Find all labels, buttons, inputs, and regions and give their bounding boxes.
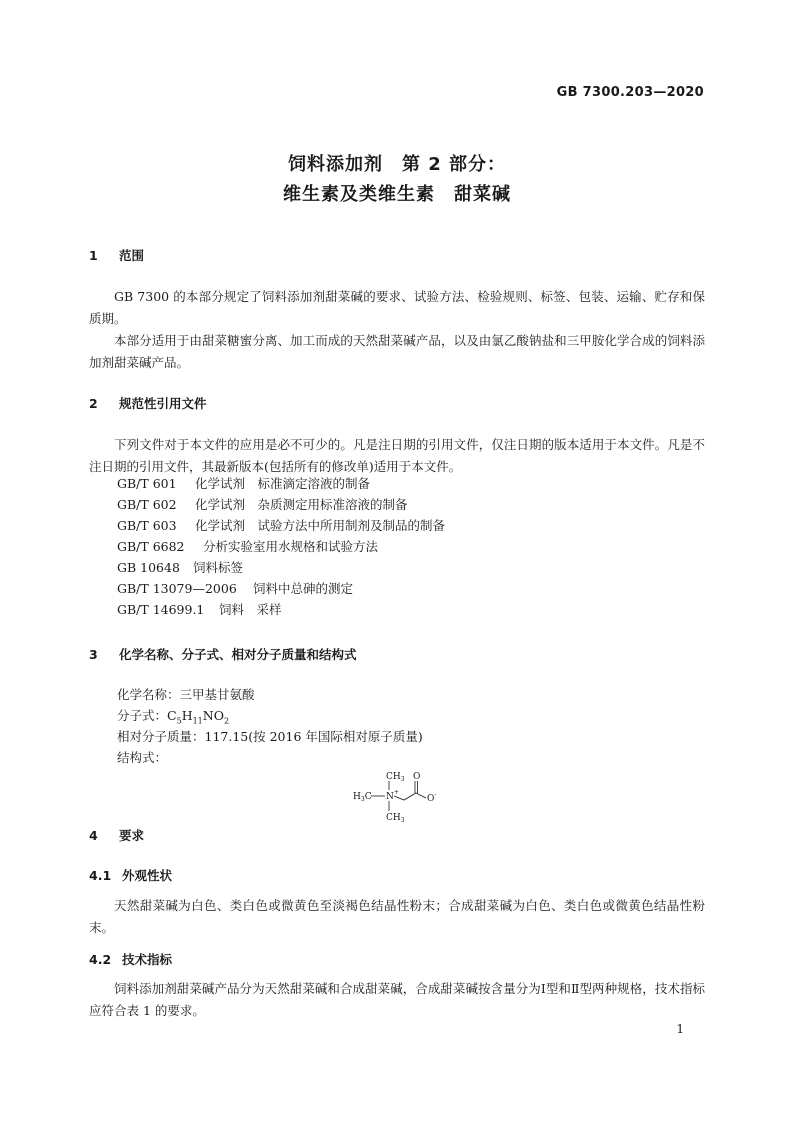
structure-nitrogen: N+ [386,789,399,802]
reference-title: 化学试剂 标准滴定溶液的制备 [195,476,371,491]
reference-item [117,516,445,536]
section-2-paragraph: 下列文件对于本文件的应用是必不可少的。凡是注日期的引用文件，仅注日期的版本适用于本文件。凡是不注日期的引用文件，其最新版本(包括所有的修改单)适用于本文件。 [89,437,705,474]
section-number: 3 [89,647,98,662]
section-1-paragraph-1: GB 7300 的本部分规定了饲料添加剂甜菜碱的要求、试验方法、检验规则、标签、包装、运输、贮存和保质期。 [89,289,705,326]
molecular-formula: 分子式：$C_5H_{11}NO_2$ [117,708,230,726]
reference-code: GB/T 6682 [117,539,185,554]
section-title: 规范性引用文件 [119,396,207,411]
section-2-heading [89,394,207,412]
structural-formula [346,766,456,828]
reference-code: GB 10648 [117,560,180,575]
reference-title: 饲料中总砷的测定 [253,581,354,596]
section-number: 4.2 [89,952,112,967]
reference-item [117,558,243,578]
section-title: 外观性状 [122,868,173,883]
section-title: 技术指标 [122,952,173,967]
reference-code: GB/T 14699.1 [117,602,205,617]
reference-code: GB/T 602 [117,497,177,512]
reference-title: 分析实验室用水规格和试验方法 [203,539,379,554]
reference-item [117,537,378,557]
reference-item [117,600,282,620]
section-4-heading [89,826,144,844]
molecular-mass: 相对分子质量：117.15(按 2016 年国际相对原子质量) [117,729,423,744]
section-number: 4.1 [89,868,112,883]
formula-label: 分子式： [117,708,168,723]
section-number: 2 [89,396,98,411]
structure-top-methyl: $CH_3$ [386,772,405,783]
reference-code: GB/T 601 [117,476,177,491]
section-4-2-paragraph: 饲料添加剂甜菜碱产品分为天然甜菜碱和合成甜菜碱，合成甜菜碱按含量分为Ⅰ型和Ⅱ型两种规格，技术指标应符合表 1 的要求。 [89,981,705,1018]
section-4-1-heading [89,866,172,884]
structure-bottom-methyl: $CH_3$ [386,813,405,824]
chemical-name: 化学名称：三甲基甘氨酸 [117,687,255,702]
document-code: GB 7300.203—2020 [556,85,704,100]
document-title-line-2: 维生素及类维生素 甜菜碱 [283,184,511,205]
reference-item [117,495,408,515]
reference-title: 饲料 采样 [219,602,282,617]
section-title: 化学名称、分子式、相对分子质量和结构式 [119,647,357,662]
structure-oxygen-minus: O- [427,791,437,804]
section-title: 范围 [119,248,145,263]
reference-item [117,474,370,494]
page-number: 1 [676,1022,684,1036]
reference-title: 饲料标签 [193,560,244,575]
structure-label: 结构式： [117,750,168,765]
document-title-line-1: 饲料添加剂 第 2 部分： [287,154,507,175]
reference-title: 化学试剂 试验方法中所用制剂及制品的制备 [195,518,446,533]
section-3-heading [89,645,357,663]
section-4-1-paragraph: 天然甜菜碱为白色、类白色或微黄色至淡褐色结晶性粉末；合成甜菜碱为白色、类白色或微黄色结晶性粉末。 [89,898,705,935]
section-number: 4 [89,828,98,843]
section-4-2-heading [89,950,172,968]
section-title: 要求 [119,828,145,843]
section-1-paragraph-2: 本部分适用于由甜菜糖蜜分离、加工而成的天然甜菜碱产品，以及由氯乙酸钠盐和三甲胺化学合成的饲料添加剂甜菜碱产品。 [89,333,705,370]
reference-title: 化学试剂 杂质测定用标准溶液的制备 [195,497,408,512]
section-1-heading [89,246,144,264]
section-number: 1 [89,248,98,263]
reference-code: GB/T 603 [117,518,177,533]
structure-oxygen-top: O [413,772,421,782]
reference-item [117,579,353,599]
reference-code: GB/T 13079—2006 [117,581,237,596]
structure-left-methyl: $H_3C$ [353,792,372,803]
